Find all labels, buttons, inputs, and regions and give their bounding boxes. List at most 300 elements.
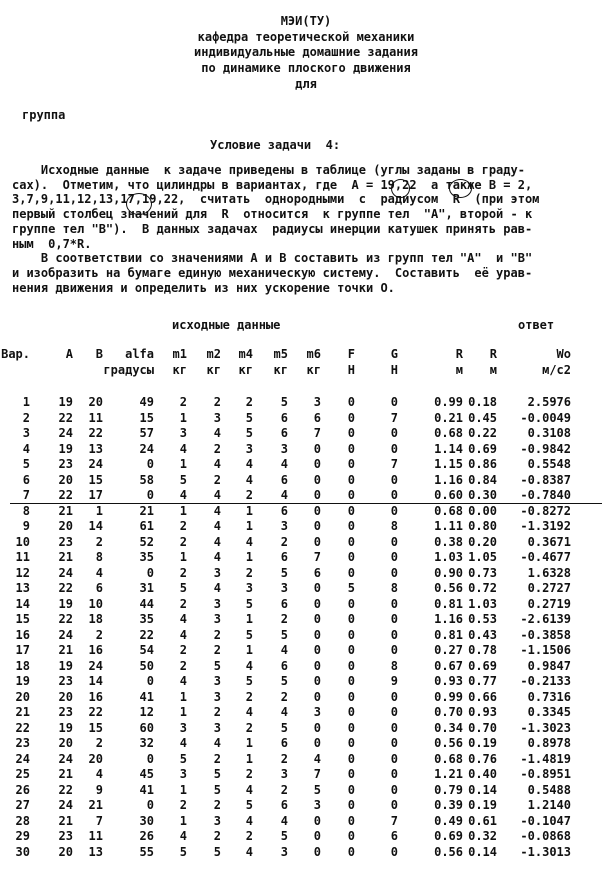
table-cell: 2 [179, 534, 187, 549]
table-cell: 2 [95, 736, 103, 750]
table-cell: 4 [280, 488, 288, 502]
table-cell: 0.78 [468, 643, 497, 657]
table-cell: 1.15 [434, 457, 463, 471]
table-cell: 18 [15, 658, 30, 673]
column-unit: м [489, 363, 497, 377]
table-cell: 20 [58, 844, 73, 859]
table-cell: 0.90 [434, 565, 463, 580]
table-cell: 4 [179, 441, 187, 456]
table-cell: 6 [22, 472, 30, 487]
table-cell: 2 [280, 612, 288, 626]
table-cell: -0.7840 [520, 488, 571, 502]
table-cell: 1.03 [468, 596, 497, 611]
table-cell: 0 [390, 612, 398, 626]
header-line-2: кафедра теоретической механики [197, 30, 415, 44]
paragraph-line: нения движения и определить из них ускорение точки О. [12, 280, 395, 295]
table-cell: 20 [58, 736, 73, 750]
table-cell: 1 [179, 457, 187, 471]
table-cell: 2 [213, 643, 221, 657]
table-cell: 0 [347, 705, 355, 719]
table-cell: 6 [390, 829, 398, 843]
table-cell: 3 [313, 798, 321, 812]
table-cell: 2 [280, 751, 288, 766]
table-cell: 13 [15, 581, 30, 595]
separator-line [10, 503, 602, 504]
table-cell: 26 [139, 829, 154, 843]
table-cell: 21 [58, 767, 73, 781]
table-cell: 7 [313, 550, 321, 564]
table-cell: 0.56 [434, 844, 463, 859]
table-cell: 0 [347, 782, 355, 797]
table-cell: 4 [22, 441, 30, 456]
table-cell: 3 [280, 767, 288, 781]
table-cell: 0.19 [468, 736, 497, 750]
table-cell: 5 [213, 844, 221, 859]
table-cell: 0 [390, 627, 398, 642]
table-cell: 0 [146, 565, 154, 580]
table-cell: 19 [15, 674, 30, 688]
table-cell: 0 [390, 643, 398, 657]
table-cell: 0 [146, 674, 154, 688]
table-cell: 5 [245, 674, 253, 688]
header-line-3: индивидуальные домашние задания [194, 45, 418, 59]
table-cell: 19 [58, 596, 73, 611]
table-cell: 1 [179, 550, 187, 564]
table-cell: 0 [313, 844, 321, 859]
table-cell: 1 [95, 503, 103, 518]
table-cell: 0.67 [434, 658, 463, 673]
table-cell: 6 [313, 410, 321, 425]
table-cell: 1 [245, 550, 253, 564]
table-cell: 5 [213, 767, 221, 781]
table-cell: 5 [245, 426, 253, 440]
table-cell: 0.22 [468, 426, 497, 440]
table-cell: 2 [213, 627, 221, 642]
table-cell: 6 [280, 596, 288, 611]
paragraph-line: и изобразить на бумаге единую механическую систему. Составить её урав- [12, 265, 533, 280]
table-cell: 20 [58, 519, 73, 533]
table-cell: 22 [88, 426, 103, 440]
table-cell: -0.8272 [520, 503, 571, 518]
table-cell: 0 [347, 457, 355, 471]
column-unit: кг [306, 363, 321, 377]
table-cell: 0.14 [468, 844, 497, 859]
table-cell: 4 [179, 612, 187, 626]
table-cell: 45 [139, 767, 154, 781]
paragraph-line: 3,7,9,11,12,13,17,19,22, считать однородными с радиусом R (при этом [12, 192, 540, 207]
table-cell: 3 [213, 720, 221, 735]
table-cell: 3 [280, 581, 288, 595]
table-cell: 24 [139, 441, 154, 456]
table-cell: 2 [179, 798, 187, 812]
column-header: m1 [172, 347, 187, 361]
handwritten-circle-17 [126, 193, 152, 215]
table-cell: 0.00 [468, 503, 497, 518]
table-cell: 0 [313, 736, 321, 750]
table-cell: 2 [245, 720, 253, 735]
table-cell: 29 [15, 829, 30, 843]
table-cell: 19 [58, 720, 73, 735]
table-cell: 0 [390, 565, 398, 580]
table-cell: 4 [213, 426, 221, 440]
handwritten-circle-22 [449, 179, 472, 198]
table-cell: 0 [390, 472, 398, 487]
table-cell: 22 [58, 410, 73, 425]
table-cell: -0.9842 [520, 441, 571, 456]
table-cell: 15 [139, 410, 154, 425]
table-cell: 7 [22, 488, 30, 502]
table-cell: 0.60 [434, 488, 463, 502]
table-cell: 0 [390, 798, 398, 812]
table-cell: -1.3023 [520, 720, 571, 735]
table-cell: 21 [15, 705, 30, 719]
table-cell: 5 [280, 565, 288, 580]
table-cell: 17 [15, 643, 30, 657]
table-cell: 4 [313, 751, 321, 766]
table-cell: 0 [347, 441, 355, 456]
table-cell: 16 [88, 689, 103, 704]
table-cell: 20 [15, 689, 30, 704]
table-cell: 5 [313, 782, 321, 797]
table-cell: 5 [245, 798, 253, 812]
table-cell: 3 [280, 441, 288, 456]
table-cell: 0.53 [468, 612, 497, 626]
table-cell: 1 [179, 503, 187, 518]
table-cell: 4 [245, 782, 253, 797]
table-cell: 0.34 [434, 720, 463, 735]
table-cell: 0.2719 [527, 596, 571, 611]
table-cell: 2 [245, 829, 253, 843]
table-cell: 1 [22, 395, 30, 409]
table-cell: 32 [139, 736, 154, 750]
column-header: R [489, 347, 497, 361]
table-cell: 0.27 [434, 643, 463, 657]
table-cell: 6 [280, 736, 288, 750]
table-cell: 1 [179, 782, 187, 797]
table-cell: 1 [245, 751, 253, 766]
table-cell: 0.81 [434, 627, 463, 642]
table-cell: 0 [313, 472, 321, 487]
column-header: Wo [556, 347, 571, 361]
table-cell: 21 [58, 813, 73, 828]
table-cell: 20 [88, 395, 103, 409]
table-cell: 50 [139, 658, 154, 673]
table-cell: 0 [146, 488, 154, 502]
table-cell: 24 [88, 658, 103, 673]
table-cell: 0 [313, 689, 321, 704]
table-cell: 21 [58, 550, 73, 564]
paragraph-line: В соответствии со значениями А и В составить из групп тел "А" и "В" [12, 251, 533, 266]
table-cell: 0 [347, 395, 355, 409]
table-cell: 0 [313, 596, 321, 611]
table-cell: 0 [390, 426, 398, 440]
table-cell: 0 [390, 503, 398, 518]
table-cell: 2 [95, 627, 103, 642]
table-cell: 0.66 [468, 689, 497, 704]
table-cell: 0 [146, 457, 154, 471]
table-cell: 4 [245, 813, 253, 828]
table-cell: 5 [213, 782, 221, 797]
table-cell: 5 [179, 472, 187, 487]
table-cell: 12 [15, 565, 30, 580]
column-unit: Н [390, 363, 398, 377]
table-cell: 0 [347, 658, 355, 673]
table-cell: 5 [280, 627, 288, 642]
table-cell: 19 [58, 658, 73, 673]
table-cell: 0.99 [434, 689, 463, 704]
table-cell: 1 [245, 519, 253, 533]
table-cell: 18 [88, 612, 103, 626]
table-cell: -0.0868 [520, 829, 571, 843]
table-cell: 0 [390, 782, 398, 797]
table-cell: 3 [179, 426, 187, 440]
table-cell: 1.16 [434, 612, 463, 626]
table-cell: 0.21 [434, 410, 463, 425]
table-cell: 0.30 [468, 488, 497, 502]
table-cell: 3 [22, 426, 30, 440]
table-cell: 6 [280, 503, 288, 518]
table-cell: 2 [245, 395, 253, 409]
table-cell: 0.19 [468, 798, 497, 812]
table-cell: 1.05 [468, 550, 497, 564]
table-cell: 0.49 [434, 813, 463, 828]
table-cell: 2 [213, 705, 221, 719]
table-cell: 0 [390, 441, 398, 456]
table-cell: 3 [213, 612, 221, 626]
table-cell: 6 [280, 426, 288, 440]
table-cell: 0.56 [434, 581, 463, 595]
table-cell: 5 [245, 627, 253, 642]
table-cell: 2 [213, 798, 221, 812]
table-cell: 0 [390, 736, 398, 750]
table-cell: 0 [313, 503, 321, 518]
table-cell: 0 [347, 488, 355, 502]
table-cell: 0.14 [468, 782, 497, 797]
column-header: F [347, 347, 355, 361]
table-cell: 5 [245, 410, 253, 425]
table-cell: 23 [58, 674, 73, 688]
table-cell: 1 [245, 503, 253, 518]
table-cell: 0 [347, 472, 355, 487]
table-cell: 2 [179, 596, 187, 611]
table-cell: 22 [15, 720, 30, 735]
table-cell: 0 [347, 612, 355, 626]
table-cell: 3 [213, 813, 221, 828]
table-cell: 1.11 [434, 519, 463, 533]
table-cell: 2 [22, 410, 30, 425]
column-unit: м/с2 [542, 363, 571, 377]
table-cell: 23 [58, 829, 73, 843]
table-cell: 7 [313, 767, 321, 781]
table-cell: 8 [95, 550, 103, 564]
table-cell: 12 [139, 705, 154, 719]
table-cell: 0 [347, 596, 355, 611]
table-cell: 6 [95, 581, 103, 595]
table-cell: 0 [390, 720, 398, 735]
table-cell: 0 [347, 751, 355, 766]
table-cell: 24 [88, 457, 103, 471]
column-unit: кг [172, 363, 187, 377]
table-cell: 49 [139, 395, 154, 409]
table-cell: 16 [15, 627, 30, 642]
table-cell: 0.8978 [527, 736, 571, 750]
table-cell: 2 [245, 565, 253, 580]
table-cell: 0.81 [434, 596, 463, 611]
table-cell: 0 [313, 813, 321, 828]
table-cell: 3 [179, 767, 187, 781]
table-cell: 0 [313, 519, 321, 533]
table-cell: 4 [179, 736, 187, 750]
table-cell: 6 [280, 658, 288, 673]
table-cell: 1 [179, 705, 187, 719]
table-cell: 0.56 [434, 736, 463, 750]
table-cell: 19 [58, 395, 73, 409]
table-cell: 0 [390, 767, 398, 781]
table-cell: 0 [313, 720, 321, 735]
table-cell: 21 [58, 503, 73, 518]
table-cell: 0 [390, 550, 398, 564]
table-cell: 4 [213, 581, 221, 595]
table-cell: 3 [179, 720, 187, 735]
table-cell: 0.38 [434, 534, 463, 549]
column-header: A [65, 347, 73, 361]
table-cell: 0.76 [468, 751, 497, 766]
table-cell: -1.3192 [520, 519, 571, 533]
table-cell: 0 [313, 627, 321, 642]
table-cell: 2 [245, 767, 253, 781]
table-cell: 3 [313, 705, 321, 719]
column-header: G [390, 347, 398, 361]
table-cell: 2 [179, 643, 187, 657]
table-caption: исходные данные [172, 318, 281, 332]
table-cell: 0 [347, 503, 355, 518]
table-cell: 10 [88, 596, 103, 611]
table-cell: 2 [213, 829, 221, 843]
header-line-1: МЭИ(ТУ) [280, 14, 332, 28]
table-cell: 2 [95, 534, 103, 549]
table-cell: -0.1047 [520, 813, 571, 828]
table-cell: 5 [179, 844, 187, 859]
table-cell: 7 [390, 410, 398, 425]
table-cell: 44 [139, 596, 154, 611]
table-cell: 6 [280, 410, 288, 425]
table-cell: 0.70 [468, 720, 497, 735]
table-cell: 1.14 [434, 441, 463, 456]
table-cell: 41 [139, 782, 154, 797]
table-cell: -0.8951 [520, 767, 571, 781]
paragraph-line: сах). Отметим, что цилиндры в вариантах, где A = 19,22 а также B = 2, [12, 177, 533, 192]
table-cell: 4 [179, 674, 187, 688]
table-cell: 15 [15, 612, 30, 626]
table-cell: 1.16 [434, 472, 463, 487]
table-cell: 21 [139, 503, 154, 518]
table-cell: 41 [139, 689, 154, 704]
table-cell: 22 [58, 581, 73, 595]
table-cell: 2 [245, 689, 253, 704]
table-cell: 0 [347, 550, 355, 564]
table-cell: 5 [280, 674, 288, 688]
table-cell: 0 [146, 751, 154, 766]
table-cell: -0.4677 [520, 550, 571, 564]
table-cell: 5 [280, 720, 288, 735]
header-line-4: по динамике плоского движения [201, 61, 411, 75]
paragraph-line: группе тел "В"). В данных задачах радиусы инерции катушек принять рав- [12, 221, 533, 236]
table-cell: 16 [88, 643, 103, 657]
table-cell: 0.73 [468, 565, 497, 580]
table-cell: 0 [313, 581, 321, 595]
table-cell: 1 [179, 689, 187, 704]
table-cell: 3 [245, 441, 253, 456]
table-cell: 1 [245, 612, 253, 626]
table-cell: 20 [58, 689, 73, 704]
table-cell: 26 [15, 782, 30, 797]
table-cell: 0.72 [468, 581, 497, 595]
table-cell: 0.39 [434, 798, 463, 812]
table-cell: 22 [58, 612, 73, 626]
table-cell: 4 [213, 550, 221, 564]
table-cell: -1.1506 [520, 643, 571, 657]
paragraph-line: первый столбец значений для R относится к группе тел "А", второй - к [12, 207, 533, 222]
table-cell: 4 [245, 658, 253, 673]
table-cell: 8 [390, 519, 398, 533]
table-cell: 55 [139, 844, 154, 859]
table-cell: 0 [313, 658, 321, 673]
table-cell: 22 [139, 627, 154, 642]
table-cell: -0.0049 [520, 410, 571, 425]
table-cell: 4 [179, 627, 187, 642]
table-cell: 3 [280, 844, 288, 859]
table-cell: 4 [95, 767, 103, 781]
table-cell: 3 [213, 674, 221, 688]
table-cell: 52 [139, 534, 154, 549]
header-line-5: для [295, 77, 317, 91]
table-cell: 0.69 [468, 441, 497, 456]
table-cell: 24 [58, 565, 73, 580]
column-unit: м [455, 363, 463, 377]
table-cell: -0.8387 [520, 472, 571, 487]
table-cell: 4 [280, 705, 288, 719]
table-cell: 5 [347, 581, 355, 595]
table-cell: 1 [179, 813, 187, 828]
table-cell: 23 [58, 457, 73, 471]
table-cell: 4 [280, 813, 288, 828]
table-cell: 2 [179, 658, 187, 673]
table-cell: 0 [390, 395, 398, 409]
column-unit: кг [273, 363, 288, 377]
table-cell: 13 [88, 441, 103, 456]
table-cell: 4 [213, 457, 221, 471]
table-cell: 3 [213, 596, 221, 611]
table-cell: 0.93 [468, 705, 497, 719]
table-cell: 0.68 [434, 751, 463, 766]
table-cell: 23 [58, 705, 73, 719]
table-cell: 31 [139, 581, 154, 595]
table-cell: 0.80 [468, 519, 497, 533]
table-cell: 24 [15, 751, 30, 766]
table-cell: 0.61 [468, 813, 497, 828]
column-header: m5 [273, 347, 288, 361]
table-cell: -0.2133 [520, 674, 571, 688]
table-cell: 0.5488 [527, 782, 571, 797]
table-cell: 0 [313, 643, 321, 657]
table-cell: 3 [213, 689, 221, 704]
table-cell: 2 [280, 534, 288, 549]
table-cell: 4 [213, 519, 221, 533]
table-cell: 0 [390, 488, 398, 502]
table-cell: 4 [280, 643, 288, 657]
table-cell: 0 [347, 534, 355, 549]
table-cell: 0.93 [434, 674, 463, 688]
